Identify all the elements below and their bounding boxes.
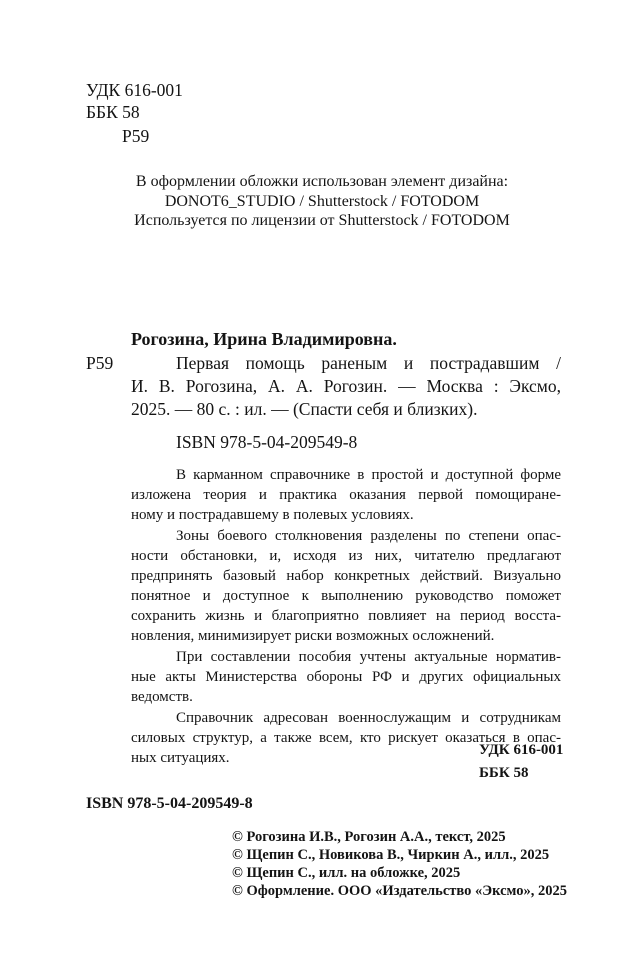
annotation-line: предпринять базовый набор конкретных действий. Визуально — [131, 568, 561, 584]
cover-credit-line: В оформлении обложки использован элемент дизайна: — [135, 173, 509, 190]
udk-code-top: УДК 616-001 — [86, 80, 183, 100]
copyright-line: © Щепин С., Новикова В., Чиркин А., илл., 2025 — [232, 847, 550, 863]
record-description-line: И. В. Рогозина, А. А. Рогозин. — Москва : Эксмо, — [131, 376, 561, 396]
annotation-line: Зоны боевого столкновения разделены по степени опас- — [176, 528, 561, 544]
record-isbn: ISBN 978-5-04-209549-8 — [176, 432, 358, 452]
cover-credit-line: Используется по лицензии от Shutterstock / FOTODOM — [134, 212, 510, 229]
record-author: Рогозина, Ирина Владимировна. — [131, 329, 397, 349]
annotation-line: изложена теория и практика оказания первой помощиране- — [131, 487, 561, 503]
annotation-line: Справочник адресован военнослужащим и сотрудникам — [176, 710, 561, 726]
annotation-line: При составлении пособия учтены актуальные норматив- — [176, 649, 561, 665]
annotation-line: новления, минимизирует риски возможных осложнений. — [131, 628, 495, 644]
record-author-mark: Р59 — [86, 353, 114, 373]
copyright-line: © Щепин С., илл. на обложке, 2025 — [232, 865, 461, 881]
annotation-line: понятное и доступное к выполнению руководство поможет — [131, 588, 561, 604]
annotation-line: ные акты Министерства обороны РФ и других официальных — [131, 669, 561, 685]
bbk-code-top: ББК 58 — [86, 102, 140, 122]
author-mark-top: Р59 — [122, 126, 150, 146]
isbn-bottom: ISBN 978-5-04-209549-8 — [86, 795, 253, 812]
annotation-line: силовых структур, а также всем, кто рискует оказаться в опас- — [131, 730, 561, 746]
annotation-line: сохранить жизнь и благоприятно повлияет на период восста- — [131, 608, 561, 624]
copyright-line: © Рогозина И.В., Рогозин А.А., текст, 2025 — [232, 829, 506, 845]
annotation-line: ных ситуациях. — [131, 750, 230, 766]
udk-code-bottom: УДК 616-001 — [479, 742, 564, 758]
annotation-line: ности обстановки, и, исходя из них, читателю предлагают — [131, 548, 561, 564]
annotation-line: В карманном справочнике в простой и доступной форме — [176, 467, 561, 483]
record-description-line: Первая помощь раненым и пострадавшим / — [176, 353, 561, 373]
copyright-line: © Оформление. ООО «Издательство «Эксмо», 2025 — [232, 883, 567, 899]
cover-credit-line: DONOT6_STUDIO / Shutterstock / FOTODOM — [164, 193, 480, 210]
record-description-line: 2025. — 80 с. : ил. — (Спасти себя и близких). — [131, 399, 478, 419]
annotation-line: ному и пострадавшему в полевых условиях. — [131, 507, 414, 523]
bbk-code-bottom: ББК 58 — [479, 765, 529, 781]
annotation-line: ведомств. — [131, 689, 193, 705]
